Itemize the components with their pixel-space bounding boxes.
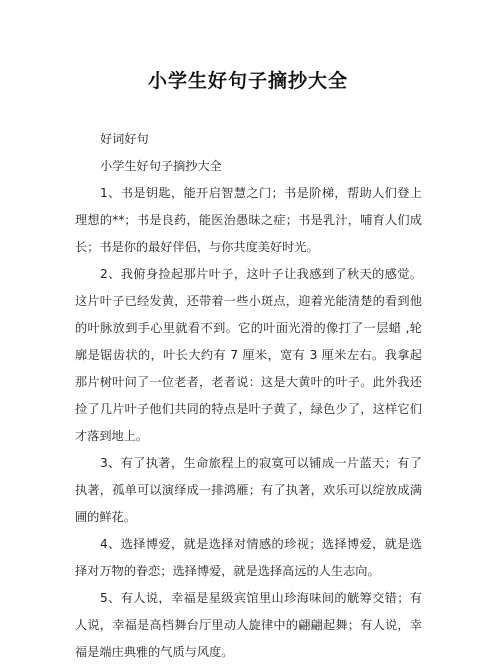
- document-body: [75, 126, 422, 666]
- paragraph-3: 3、有了执著，生命旅程上的寂寞可以铺成一片蓝天；有了执著，孤单可以演绎成一排鸿雁；有了执著，欢乐可以绽放成满圃的鲜花。: [75, 456, 422, 524]
- paragraph-4: 4、选择博爱，就是选择对情感的珍视；选择博爱，就是选择对万物的眷恋；选择博爱，就是选择高远的人生志向。: [75, 537, 422, 578]
- paragraph-2: 2、我俯身捡起那片叶子，这叶子让我感到了秋天的感觉。这片叶子已经发黄，还带着一些小斑点，迎着光能清楚的看到他的叶脉放到手心里就看不到。它的叶面光滑的像打了一层蜡 ,轮廓是锯齿状的，叶长大约有 7 厘米，宽有 3 厘米左右。我拿起那片树叶问了一位老者，老者说：这是大黄叶的叶子。此外我还捡了几片叶子他们共同的特点是叶子黄了，绿色少了，这样它们才落到地上。: [75, 267, 422, 443]
- section-subheading: 小学生好句子摘抄大全: [100, 159, 222, 173]
- section-heading: 好词好句: [100, 132, 149, 146]
- document-title: 小学生好句子摘抄大全: [147, 70, 348, 92]
- paragraph-5: 5、有人说，幸福是星级宾馆里山珍海味间的觥筹交错；有人说，幸福是高档舞台厅里动人旋律中的翩翩起舞；有人说，幸福是端庄典雅的气质与风度。: [75, 591, 422, 659]
- paragraph-1: 1、书是钥匙，能开启智慧之门；书是阶梯，帮助人们登上理想的**；书是良药，能医治愚昧之症；书是乳汁，哺育人们成长；书是你的最好伴侣，与你共度美好时光。: [75, 186, 422, 254]
